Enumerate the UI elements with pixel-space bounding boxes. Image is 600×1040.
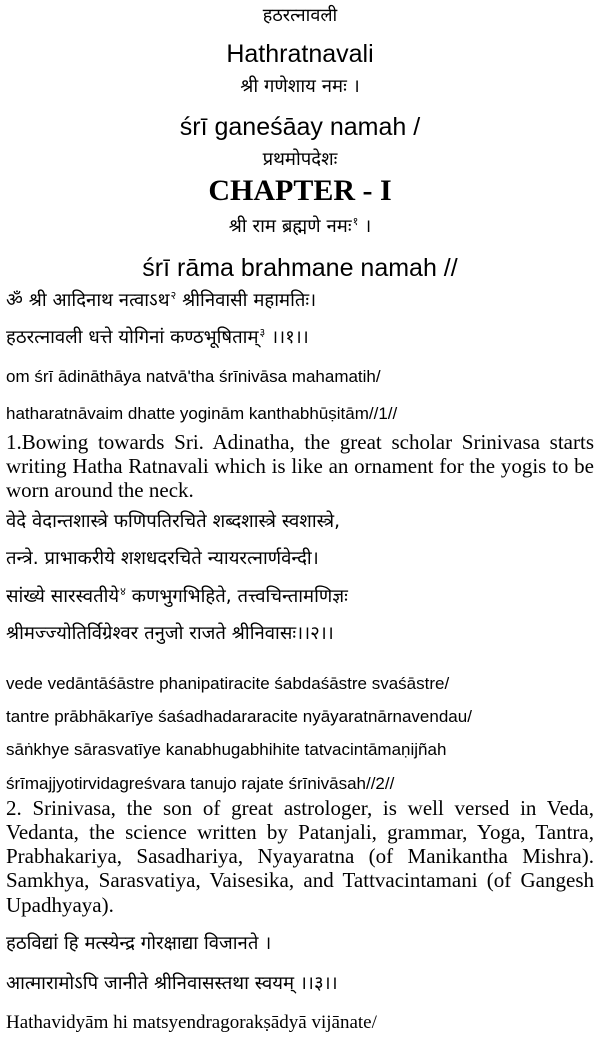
verse1-devanagari-line2 <box>6 327 596 348</box>
verse2-dev3-rest: कणभुगभिहिते, तत्त्वचिन्तामणिज्ञः <box>131 586 348 608</box>
footnote-marker: ४ <box>120 585 126 598</box>
verse1-dev1-rest: श्रीनिवासी महामतिः। <box>182 290 317 312</box>
footnote-marker: १ <box>352 215 359 228</box>
verse1-dev1-text: ॐ श्री आदिनाथ नत्वाऽथ <box>6 290 170 312</box>
verse2-devanagari-line2: तन्त्रे. प्राभाकरीये शशधदरचिते न्यायरत्नार्णवेन्दी। <box>6 548 319 569</box>
invocation2-danda: । <box>364 216 372 238</box>
verse2-transliteration-line3: sāṅkhye sārasvatīye kanabhugabhihite tatvacintāmaṇijñah <box>6 740 447 759</box>
verse2-devanagari-line3 <box>6 586 596 607</box>
verse2-transliteration-line4: śrīmajjyotirvidagreśvara tanujo rajate śrīnivāsah//2// <box>6 774 395 793</box>
verse2-translation: 2. Srinivasa, the son of great astrologer, is well versed in Veda, Vedanta, the science written by Patanjali, grammar, Yoga, Tantra, Prabhakariya, Sasadhariya, Nyayaratna (of Manikantha Mishra). Samkhya, Sarasvatiya, Vaisesika, and Tattvacintamani (of Gangesh Upadhyaya). <box>6 796 594 917</box>
footnote-marker: २ <box>170 289 177 302</box>
verse3-devanagari-line1: हठविद्यां हि मत्स्येन्द्र गोरक्षाद्या विजानते । <box>6 933 272 954</box>
verse1-dev2-text: हठरत्नावली धत्ते योगिनां कण्ठभूषिताम् <box>6 327 259 349</box>
running-title: हठरत्नावली <box>262 5 338 26</box>
footnote-marker: ३ <box>259 326 266 339</box>
book-title: Hathratnavali <box>226 40 374 68</box>
verse1-translation: 1.Bowing towards Sri. Adinatha, the great scholar Srinivasa starts writing Hatha Ratnavali which is like an ornament for the yogis to be worn around the neck. <box>6 430 594 503</box>
verse1-devanagari-line1 <box>6 290 596 311</box>
verse2-transliteration-line1: vede vedāntāśāstre phanipatiracite śabdaśāstre svaśāstre/ <box>6 674 450 693</box>
verse3-transliteration-line1: Hathavidyām hi matsyendragorakṣādyā vijānate/ <box>6 1012 377 1033</box>
section-heading-devanagari: प्रथमोपदेशः <box>262 149 338 170</box>
verse3-devanagari-line2: आत्मारामोऽपि जानीते श्रीनिवासस्तथा स्वयम् ।।३।। <box>6 973 338 994</box>
verse2-devanagari-line4: श्रीमज्ज्योतिर्विग्रेश्वर तनुजो राजते श्रीनिवासः।।२।। <box>6 623 334 644</box>
verse2-dev3-text: सांख्ये सारस्वतीये <box>6 586 120 608</box>
verse2-devanagari-line1: वेदे वेदान्तशास्त्रे फणिपतिरचिते शब्दशास्त्रे स्वशास्त्रे, <box>6 511 340 532</box>
verse2-transliteration-line2: tantre prābhākarīye śaśadhadararacite nyāyaratnārnavendau/ <box>6 707 472 726</box>
chapter-heading: CHAPTER - I <box>208 174 392 207</box>
verse1-transliteration-line1: om śrī ādināthāya natvā'tha śrīnivāsa mahamatih/ <box>6 367 381 386</box>
verse1-number: ।।१।। <box>271 327 309 349</box>
invocation2-text: श्री राम ब्रह्मणे नमः <box>228 216 352 238</box>
verse1-transliteration-line2: hatharatnāvaim dhatte yoginām kanthabhūṣitām//1// <box>6 404 398 423</box>
invocation-devanagari: श्री गणेशाय नमः । <box>240 76 360 97</box>
invocation2-transliteration: śrī rāma brahmane namah // <box>142 254 458 282</box>
invocation-transliteration: śrī ganeśāay namah / <box>179 113 421 141</box>
invocation2-devanagari <box>0 216 600 237</box>
